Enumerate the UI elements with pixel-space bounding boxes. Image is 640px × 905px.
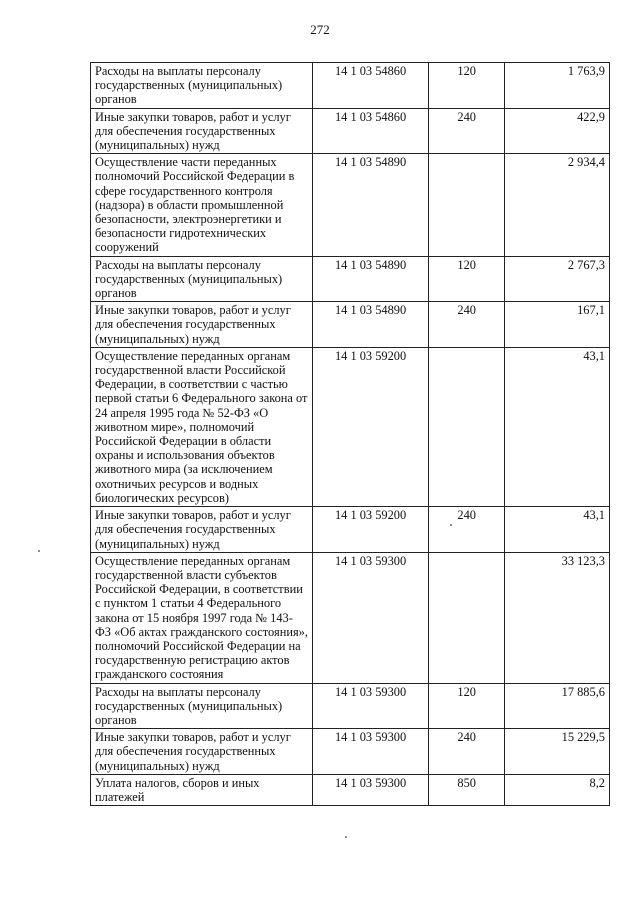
table-row xyxy=(91,552,610,683)
row-amount: 422,9 xyxy=(505,108,610,154)
row-code: 14 1 03 59300 xyxy=(312,552,428,683)
row-code: 14 1 03 54860 xyxy=(312,63,428,109)
row-amount: 43,1 xyxy=(505,347,610,506)
page-number: 272 xyxy=(310,22,330,37)
row-code: 14 1 03 59300 xyxy=(312,729,428,775)
row-code: 14 1 03 59300 xyxy=(312,683,428,729)
table-row xyxy=(91,302,610,348)
row-amount: 2 767,3 xyxy=(505,256,610,302)
row-type: 240 xyxy=(429,729,505,775)
row-code: 14 1 03 54890 xyxy=(312,302,428,348)
budget-table xyxy=(90,62,610,806)
row-code: 14 1 03 54860 xyxy=(312,108,428,154)
row-amount: 8,2 xyxy=(505,774,610,805)
row-type: 240 xyxy=(429,302,505,348)
row-code: 14 1 03 59200 xyxy=(312,347,428,506)
row-name: Расходы на выплаты персоналу государственных (муниципальных) органов xyxy=(91,683,313,729)
row-amount: 33 123,3 xyxy=(505,552,610,683)
row-type: 120 xyxy=(429,683,505,729)
table-row xyxy=(91,683,610,729)
row-type: 240 xyxy=(429,108,505,154)
row-type: 120 xyxy=(429,63,505,109)
row-name: Осуществление переданных органам государственной власти Российской Федерации, в соответствии с частью первой статьи 6 Федерального закона от 24 апреля 1995 года № 52-ФЗ «О животном мире», полномочий Российской Федерации в области охраны и использования объектов животного мира (за исключением охотничьих ресурсов и водных биологических ресурсов) xyxy=(91,347,313,506)
row-amount: 43,1 xyxy=(505,507,610,553)
table-row xyxy=(91,729,610,775)
table-row xyxy=(91,774,610,805)
row-name: Осуществление части переданных полномочий Российской Федерации в сфере государственного контроля (надзора) в области промышленной безопасности, электроэнергетики и безопасности гидротехнических сооружений xyxy=(91,154,313,256)
row-type: 240 xyxy=(429,507,505,553)
table-row xyxy=(91,154,610,256)
row-name: Уплата налогов, сборов и иных платежей xyxy=(91,774,313,805)
row-type: 120 xyxy=(429,256,505,302)
row-amount: 1 763,9 xyxy=(505,63,610,109)
row-amount: 2 934,4 xyxy=(505,154,610,256)
scan-speck xyxy=(38,550,40,552)
table-row xyxy=(91,63,610,109)
row-code: 14 1 03 54890 xyxy=(312,154,428,256)
row-name: Расходы на выплаты персоналу государственных (муниципальных) органов xyxy=(91,256,313,302)
row-code: 14 1 03 59300 xyxy=(312,774,428,805)
table-row xyxy=(91,507,610,553)
table-row xyxy=(91,256,610,302)
scan-speck xyxy=(345,836,347,838)
row-code: 14 1 03 54890 xyxy=(312,256,428,302)
row-name: Осуществление переданных органам государственной власти субъектов Российской Федерации, в соответствии с пунктом 1 статьи 4 Федерального закона от 15 ноября 1997 года № 143-ФЗ «Об актах гражданского состояния», полномочий Российской Федерации на государственную регистрацию актов гражданского состояния xyxy=(91,552,313,683)
row-amount: 15 229,5 xyxy=(505,729,610,775)
row-name: Иные закупки товаров, работ и услуг для обеспечения государственных (муниципальных) нужд xyxy=(91,108,313,154)
row-type xyxy=(429,154,505,256)
row-type xyxy=(429,552,505,683)
row-type: 850 xyxy=(429,774,505,805)
row-amount: 167,1 xyxy=(505,302,610,348)
table-row xyxy=(91,108,610,154)
row-code: 14 1 03 59200 xyxy=(312,507,428,553)
row-name: Иные закупки товаров, работ и услуг для обеспечения государственных (муниципальных) нужд xyxy=(91,302,313,348)
table-row xyxy=(91,347,610,506)
row-type xyxy=(429,347,505,506)
scan-speck xyxy=(450,524,452,526)
row-amount: 17 885,6 xyxy=(505,683,610,729)
row-name: Расходы на выплаты персоналу государственных (муниципальных) органов xyxy=(91,63,313,109)
row-name: Иные закупки товаров, работ и услуг для обеспечения государственных (муниципальных) нужд xyxy=(91,507,313,553)
row-name: Иные закупки товаров, работ и услуг для обеспечения государственных (муниципальных) нужд xyxy=(91,729,313,775)
